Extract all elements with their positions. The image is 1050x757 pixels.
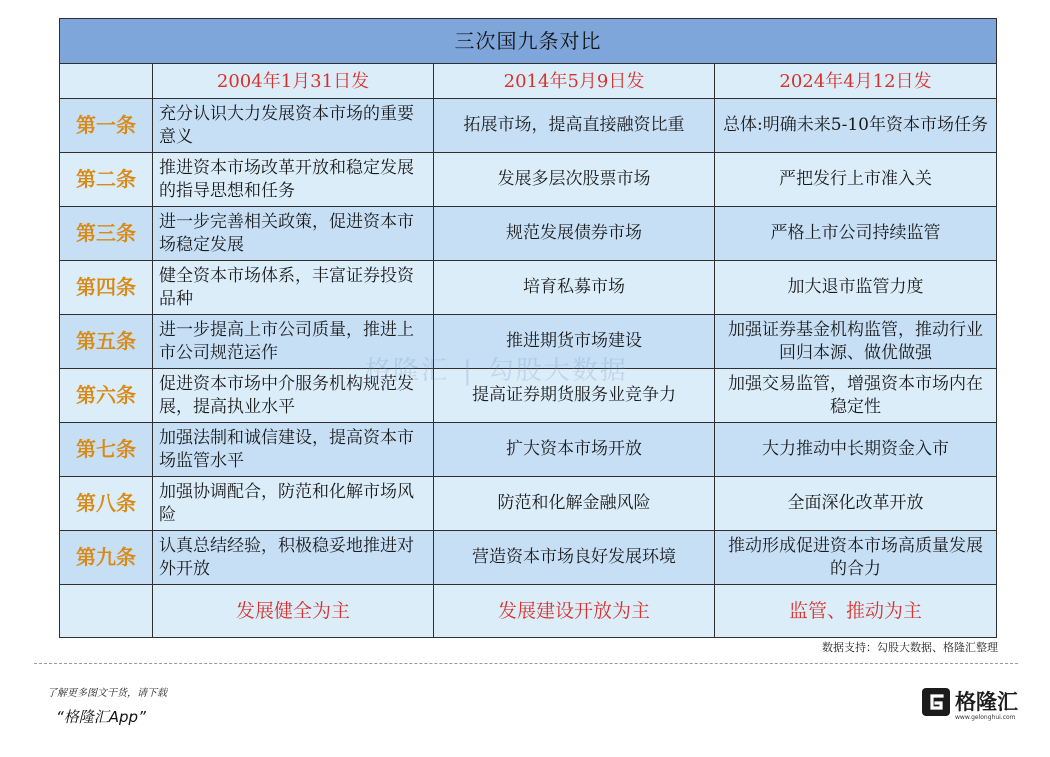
cell-2014: 防范和化解金融风险	[434, 477, 715, 531]
article-label: 第六条	[60, 369, 153, 423]
comparison-table-container	[59, 18, 996, 638]
table-row	[60, 369, 997, 423]
cell-2024: 加大退市监管力度	[715, 261, 997, 315]
cell-2004: 健全资本市场体系，丰富证券投资品种	[153, 261, 434, 315]
summary-row	[60, 585, 997, 638]
summary-2014: 发展建设开放为主	[434, 585, 715, 638]
table-title: 三次国九条对比	[60, 19, 997, 64]
data-source: 数据支持：勾股大数据、格隆汇整理	[822, 641, 998, 654]
cell-2004: 进一步提高上市公司质量，推进上市公司规范运作	[153, 315, 434, 369]
article-label: 第三条	[60, 207, 153, 261]
cell-2014: 提高证券期货服务业竞争力	[434, 369, 715, 423]
cell-2024: 全面深化改革开放	[715, 477, 997, 531]
table-title-row	[60, 19, 997, 64]
cell-2014: 发展多层次股票市场	[434, 153, 715, 207]
table-row	[60, 261, 997, 315]
header-2024: 2024年4月12日发	[715, 64, 997, 99]
cell-2024: 严把发行上市准入关	[715, 153, 997, 207]
cell-2004: 推进资本市场改革开放和稳定发展的指导思想和任务	[153, 153, 434, 207]
cell-2024: 严格上市公司持续监管	[715, 207, 997, 261]
article-label: 第五条	[60, 315, 153, 369]
watermark-separator: |	[463, 356, 474, 386]
article-label: 第八条	[60, 477, 153, 531]
comparison-table	[59, 18, 997, 638]
brand-logo	[921, 685, 1021, 725]
promo-app-name: “格隆汇App”	[56, 708, 146, 726]
table-row	[60, 423, 997, 477]
logo-url: www.gelonghui.com	[955, 714, 1016, 721]
cell-2014: 扩大资本市场开放	[434, 423, 715, 477]
article-label: 第九条	[60, 531, 153, 585]
table-header-row	[60, 64, 997, 99]
cell-2024: 加强交易监管，增强资本市场内在稳定性	[715, 369, 997, 423]
cell-2014: 拓展市场，提高直接融资比重	[434, 99, 715, 153]
table-row	[60, 207, 997, 261]
watermark-right: 勾股大数据	[487, 356, 628, 386]
article-label: 第一条	[60, 99, 153, 153]
summary-empty	[60, 585, 153, 638]
cell-2014: 培育私募市场	[434, 261, 715, 315]
cell-2014: 营造资本市场良好发展环境	[434, 531, 715, 585]
article-label: 第四条	[60, 261, 153, 315]
logo-name: 格隆汇	[955, 690, 1018, 714]
table-row	[60, 99, 997, 153]
summary-2004: 发展健全为主	[153, 585, 434, 638]
summary-2024: 监管、推动为主	[715, 585, 997, 638]
cell-2004: 充分认识大力发展资本市场的重要意义	[153, 99, 434, 153]
cell-2004: 加强协调配合，防范和化解市场风险	[153, 477, 434, 531]
header-empty	[60, 64, 153, 99]
table-row	[60, 531, 997, 585]
cell-2024: 加强证券基金机构监管，推动行业回归本源、做优做强	[715, 315, 997, 369]
cell-2024: 总体:明确未来5-10年资本市场任务	[715, 99, 997, 153]
dashed-divider	[34, 663, 1018, 664]
cell-2004: 认真总结经验，积极稳妥地推进对外开放	[153, 531, 434, 585]
watermark-left: 格隆汇	[365, 356, 450, 386]
table-row	[60, 477, 997, 531]
table-row	[60, 315, 997, 369]
cell-2024: 推动形成促进资本市场高质量发展的合力	[715, 531, 997, 585]
logo-icon	[921, 687, 951, 717]
table-row	[60, 153, 997, 207]
article-label: 第七条	[60, 423, 153, 477]
header-2004: 2004年1月31日发	[153, 64, 434, 99]
cell-2004: 加强法制和诚信建设，提高资本市场监管水平	[153, 423, 434, 477]
article-label: 第二条	[60, 153, 153, 207]
cell-2014: 推进期货市场建设	[434, 315, 715, 369]
cell-2014: 规范发展债券市场	[434, 207, 715, 261]
promo-text: 了解更多图文干货，请下载	[47, 688, 167, 699]
cell-2004: 促进资本市场中介服务机构规范发展，提高执业水平	[153, 369, 434, 423]
cell-2004: 进一步完善相关政策，促进资本市场稳定发展	[153, 207, 434, 261]
cell-2024: 大力推动中长期资金入市	[715, 423, 997, 477]
header-2014: 2014年5月9日发	[434, 64, 715, 99]
